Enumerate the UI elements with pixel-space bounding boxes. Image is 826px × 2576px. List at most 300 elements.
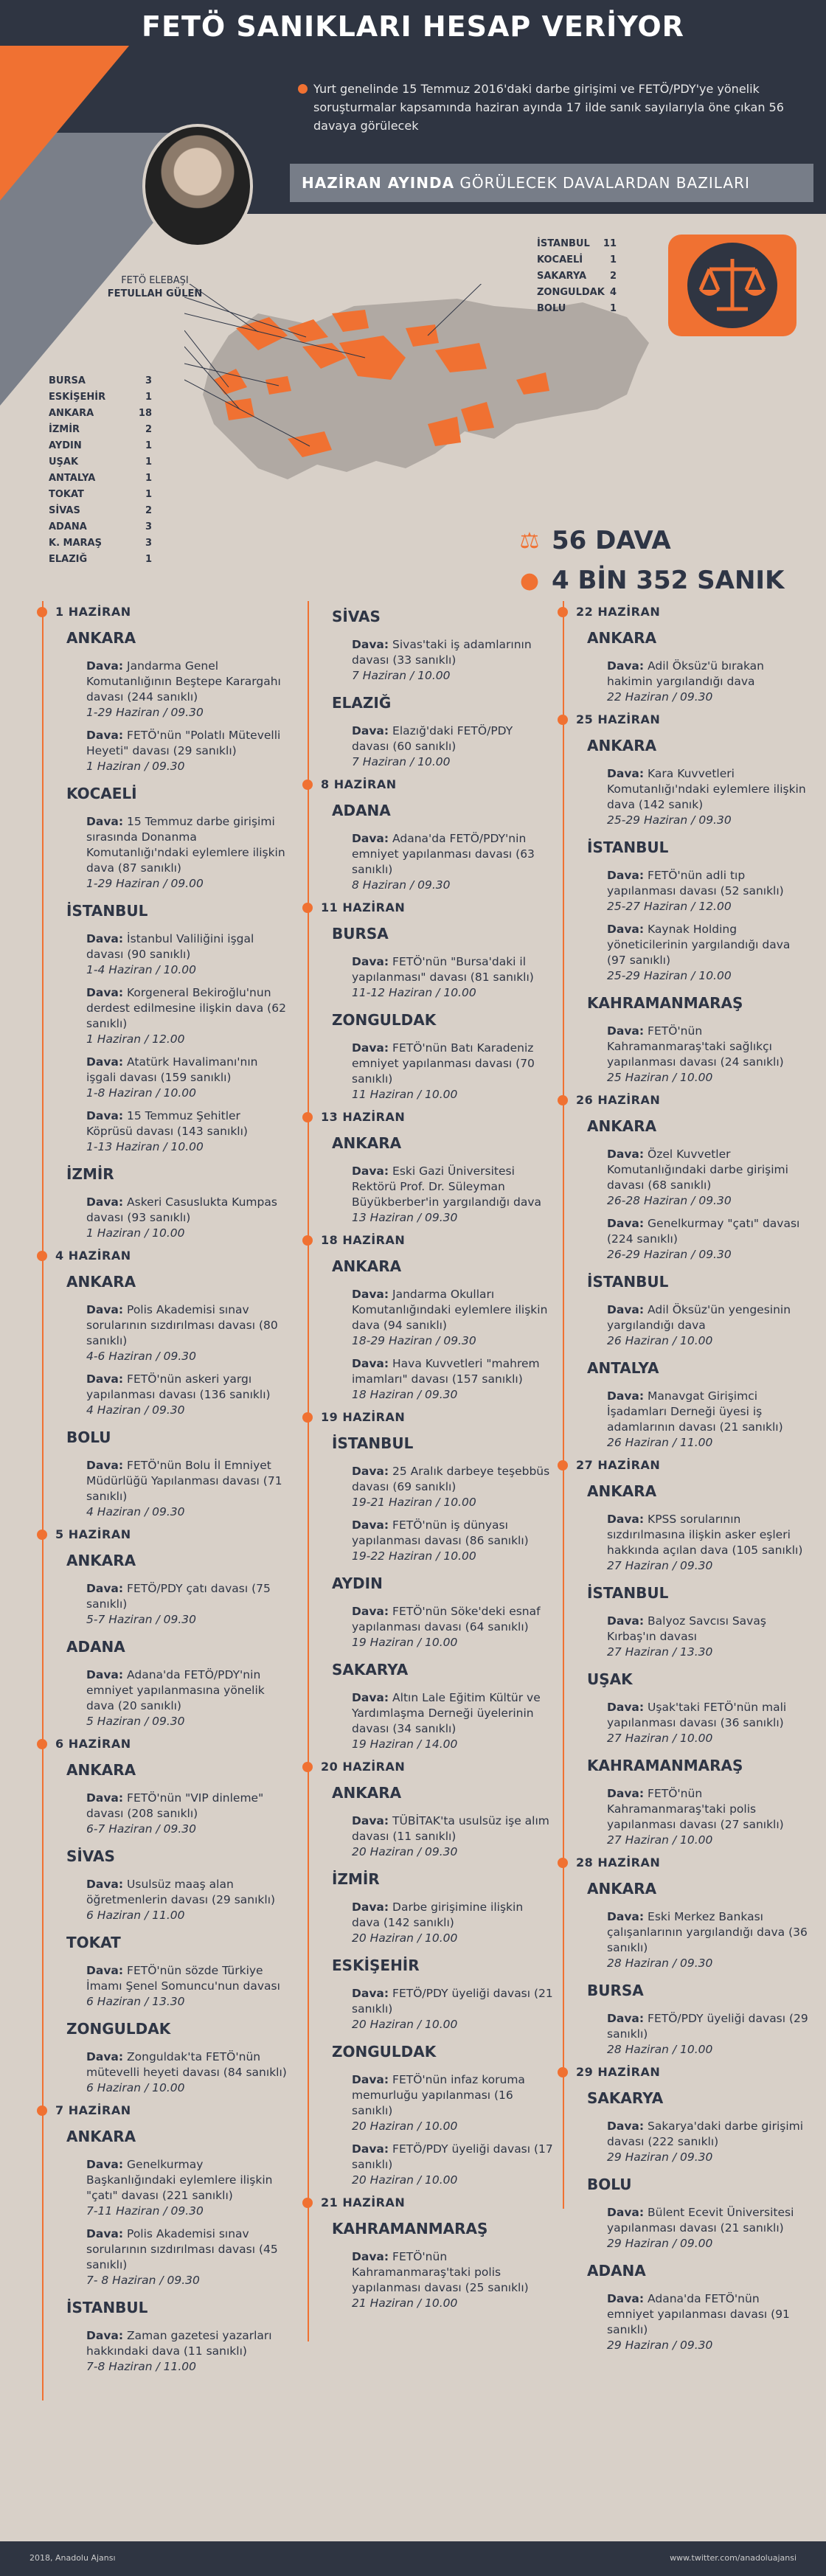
timeline-dot-icon <box>558 1858 568 1868</box>
case-label: Dava: <box>607 2206 645 2219</box>
case-label: Dava: <box>607 1910 645 1923</box>
day-date: 19 HAZİRAN <box>321 1410 406 1424</box>
day-date: 21 HAZİRAN <box>321 2195 406 2209</box>
case-label: Dava: <box>352 1465 389 1478</box>
city-count-row <box>537 252 617 268</box>
case-label: Dava: <box>86 815 124 828</box>
timeline-dot-icon <box>302 1762 313 1772</box>
case-label: Dava: <box>86 932 124 945</box>
day-block <box>37 1737 288 2096</box>
case-item <box>55 1302 288 1364</box>
city-count: 3 <box>145 521 152 532</box>
day-block <box>558 1093 808 1451</box>
case-item <box>576 2011 808 2058</box>
case-label: Dava: <box>86 659 124 673</box>
case-when: 20 Haziran / 10.00 <box>352 1931 458 1945</box>
case-item <box>55 1372 288 1418</box>
case-text: Uşak'taki FETÖ'nün mali yapılanması davası (36 sanıklı) <box>607 1701 787 1729</box>
day-date: 4 HAZİRAN <box>55 1249 131 1263</box>
city-count-row <box>49 454 152 471</box>
day-date: 11 HAZİRAN <box>321 900 406 914</box>
city-heading: ANKARA <box>66 1552 136 1569</box>
case-when: 26-28 Haziran / 09.30 <box>607 1194 732 1207</box>
case-label: Dava: <box>86 1303 124 1316</box>
case-label: Dava: <box>607 1787 645 1800</box>
case-when: 26 Haziran / 10.00 <box>607 1334 713 1347</box>
case-text: Zonguldak'ta FETÖ'nün mütevelli heyeti davası (84 sanıklı) <box>86 2050 287 2079</box>
city-heading: ZONGULDAK <box>66 2020 171 2038</box>
case-when: 27 Haziran / 10.00 <box>607 1732 713 1745</box>
city-counts-left <box>49 373 152 568</box>
city-count: 18 <box>138 408 152 419</box>
day-date: 18 HAZİRAN <box>321 1233 406 1247</box>
subtitle-rest: GÖRÜLECEK DAVALARDAN BAZILARI <box>459 174 750 192</box>
case-label: Dava: <box>352 638 389 651</box>
city-heading: UŞAK <box>587 1670 633 1688</box>
column-3 <box>558 597 808 2361</box>
day-date: 13 HAZİRAN <box>321 1110 406 1124</box>
case-text: Eski Merkez Bankası çalışanlarının yargılandığı dava (36 sanıklı) <box>607 1910 808 1954</box>
day-block <box>558 1458 808 1848</box>
case-when: 26 Haziran / 11.00 <box>607 1436 713 1449</box>
day-block <box>302 608 553 770</box>
day-block <box>558 712 808 1086</box>
city-count-row <box>49 422 152 438</box>
case-when: 19 Haziran / 14.00 <box>352 1737 458 1751</box>
case-text: FETÖ'nün askeri yargı yapılanması davası (136 sanıklı) <box>86 1372 271 1401</box>
case-label: Dava: <box>352 724 389 737</box>
case-label: Dava: <box>607 2292 645 2305</box>
case-label: Dava: <box>86 1195 124 1209</box>
city-count: 1 <box>145 440 152 451</box>
day-block <box>37 1249 288 1520</box>
caption-line1: FETÖ ELEBAŞI <box>121 275 189 286</box>
day-block <box>302 1760 553 2188</box>
day-block <box>302 1110 553 1226</box>
timeline-dot-icon <box>558 2067 568 2077</box>
case-text: FETÖ'nün Kahramanmaraş'taki sağlıkçı yapılanması davası (24 sanıklı) <box>607 1024 784 1069</box>
city-count: 3 <box>145 375 152 386</box>
case-item <box>321 723 553 770</box>
case-when: 25-29 Haziran / 10.00 <box>607 969 732 982</box>
city-heading: SİVAS <box>66 1847 115 1865</box>
case-text: Darbe girişimine ilişkin dava (142 sanıklı) <box>352 1900 524 1929</box>
city-count: 1 <box>145 554 152 565</box>
city-heading: ADANA <box>587 2262 646 2280</box>
case-text: FETÖ'nün Kahramanmaraş'taki polis yapılanması davası (27 sanıklı) <box>607 1787 784 1831</box>
portrait-image <box>142 124 253 248</box>
case-text: FETÖ/PDY çatı davası (75 sanıklı) <box>86 1582 271 1611</box>
case-text: FETÖ'nün Söke'deki esnaf yapılanması davası (64 sanıklı) <box>352 1605 541 1634</box>
day-date: 20 HAZİRAN <box>321 1760 406 1774</box>
case-item <box>55 2328 288 2375</box>
city-name: SİVAS <box>49 505 80 516</box>
case-item <box>576 1389 808 1451</box>
case-item <box>576 2291 808 2353</box>
case-when: 7- 8 Haziran / 09.30 <box>86 2274 200 2287</box>
day-block <box>558 605 808 705</box>
timeline-dot-icon <box>37 1739 47 1749</box>
day-date: 25 HAZİRAN <box>576 712 661 726</box>
case-label: Dava: <box>86 1055 124 1069</box>
city-name: UŞAK <box>49 456 79 468</box>
case-when: 19 Haziran / 10.00 <box>352 1636 458 1649</box>
case-text: FETÖ'nün "Bursa'daki il yapılanması" davası (81 sanıklı) <box>352 955 534 984</box>
case-when: 7-8 Haziran / 11.00 <box>86 2360 196 2373</box>
day-date: 28 HAZİRAN <box>576 1855 661 1869</box>
case-text: İstanbul Valiliğini işgal davası (90 sanıklı) <box>86 932 254 961</box>
case-label: Dava: <box>607 923 645 936</box>
city-heading: SAKARYA <box>587 2089 664 2107</box>
city-heading: ANKARA <box>66 1273 136 1291</box>
city-heading: SİVAS <box>332 608 381 625</box>
city-name: İSTANBUL <box>537 238 590 249</box>
case-item <box>576 1216 808 1263</box>
case-label: Dava: <box>607 1303 645 1316</box>
city-count: 4 <box>609 287 617 298</box>
city-heading: BOLU <box>587 2176 632 2193</box>
city-name: TOKAT <box>49 489 84 500</box>
case-when: 5-7 Haziran / 09.30 <box>86 1613 196 1626</box>
case-label: Dava: <box>86 986 124 999</box>
case-label: Dava: <box>352 1900 389 1914</box>
case-item <box>576 766 808 828</box>
city-name: ELAZIĞ <box>49 554 88 565</box>
case-when: 18 Haziran / 09.30 <box>352 1388 458 1401</box>
case-when: 11 Haziran / 10.00 <box>352 1088 458 1101</box>
city-name: ADANA <box>49 521 87 532</box>
city-count-row <box>537 236 617 252</box>
case-label: Dava: <box>607 1701 645 1714</box>
column-1 <box>37 597 288 2382</box>
case-when: 22 Haziran / 09.30 <box>607 690 713 704</box>
day-date: 27 HAZİRAN <box>576 1458 661 1472</box>
case-label: Dava: <box>352 2142 389 2156</box>
case-text: Genelkurmay "çatı" davası (224 sanıklı) <box>607 1217 800 1246</box>
case-label: Dava: <box>86 1459 124 1472</box>
city-count: 2 <box>145 505 152 516</box>
case-label: Dava: <box>352 1814 389 1827</box>
case-item <box>576 922 808 984</box>
caption-line2: FETULLAH GÜLEN <box>107 288 203 299</box>
case-when: 28 Haziran / 09.30 <box>607 1957 713 1970</box>
case-item <box>55 728 288 774</box>
case-item <box>321 1690 553 1752</box>
city-heading: ANKARA <box>332 1784 402 1802</box>
case-when: 7-11 Haziran / 09.30 <box>86 2204 204 2218</box>
timeline-dot-icon <box>558 607 568 617</box>
city-heading: İSTANBUL <box>332 1434 414 1452</box>
case-when: 1-8 Haziran / 10.00 <box>86 1086 196 1100</box>
case-item <box>55 1877 288 1923</box>
timeline-dot-icon <box>558 1460 568 1471</box>
case-item <box>55 1195 288 1241</box>
case-item <box>55 1055 288 1101</box>
city-name: ANTALYA <box>49 473 96 484</box>
case-item <box>55 1963 288 2010</box>
case-item <box>55 985 288 1047</box>
case-item <box>321 1813 553 1860</box>
timeline-dot-icon <box>302 903 313 913</box>
case-when: 11-12 Haziran / 10.00 <box>352 986 476 999</box>
day-date: 7 HAZİRAN <box>55 2103 131 2117</box>
case-item <box>55 2226 288 2288</box>
footer-credit: 2018, Anadolu Ajansı <box>30 2553 116 2563</box>
city-count-row <box>537 301 617 317</box>
footer <box>0 2541 826 2576</box>
city-heading: ELAZIĞ <box>332 694 392 712</box>
case-text: FETÖ'nün Kahramanmaraş'taki polis yapılanması davası (25 sanıklı) <box>352 2250 529 2294</box>
city-heading: ANKARA <box>332 1257 402 1275</box>
city-heading: ADANA <box>332 802 391 819</box>
case-text: FETÖ/PDY üyeliği davası (21 sanıklı) <box>352 1987 553 2016</box>
day-date: 22 HAZİRAN <box>576 605 661 619</box>
case-when: 20 Haziran / 10.00 <box>352 2018 458 2031</box>
day-date: 1 HAZİRAN <box>55 605 131 619</box>
case-text: Adil Öksüz'ü bırakan hakimin yargılandığı dava <box>607 659 765 688</box>
case-when: 29 Haziran / 09.30 <box>607 2339 713 2352</box>
case-text: FETÖ'nün "Polatlı Mütevelli Heyeti" davası (29 sanıklı) <box>86 729 281 757</box>
city-heading: İZMİR <box>332 1870 380 1888</box>
timeline-dot-icon <box>302 780 313 790</box>
case-text: FETÖ'nün adli tıp yapılanması davası (52 sanıklı) <box>607 869 784 898</box>
case-when: 26-29 Haziran / 09.30 <box>607 1248 732 1261</box>
case-text: 15 Temmuz darbe girişimi sırasında Donanma Komutanlığı'ndaki eylemlere ilişkin dava (87 sanıklı) <box>86 815 285 875</box>
case-text: TÜBİTAK'ta usulsüz işe alım davası (11 sanıklı) <box>352 1814 549 1843</box>
city-heading: İSTANBUL <box>587 1584 669 1602</box>
case-text: Sakarya'daki darbe girişimi davası (222 sanıklı) <box>607 2120 804 2148</box>
case-item <box>55 814 288 892</box>
case-label: Dava: <box>86 1791 124 1805</box>
case-item <box>321 1356 553 1403</box>
case-when: 29 Haziran / 09.00 <box>607 2237 713 2250</box>
case-label: Dava: <box>86 1878 124 1891</box>
case-text: Polis Akademisi sınav sorularının sızdırılması davası (45 sanıklı) <box>86 2227 278 2271</box>
city-heading: SAKARYA <box>332 1661 409 1678</box>
city-heading: ZONGULDAK <box>332 2043 437 2061</box>
city-count: 1 <box>145 456 152 468</box>
case-text: KPSS sorularının sızdırılmasına ilişkin asker eşleri hakkında açılan dava (105 sanıklı) <box>607 1513 803 1557</box>
page-title: FETÖ SANIKLARI HESAP VERİYOR <box>142 10 684 43</box>
case-when: 18-29 Haziran / 09.30 <box>352 1334 476 1347</box>
city-count-row <box>49 471 152 487</box>
stat-cases: ⚖ 56 DAVA <box>515 521 784 560</box>
case-text: Eski Gazi Üniversitesi Rektörü Prof. Dr. Süleyman Büyükberber'in yargılandığı dava <box>352 1164 542 1209</box>
case-item <box>55 931 288 978</box>
case-text: 25 Aralık darbeye teşebbüs davası (69 sanıklı) <box>352 1465 550 1493</box>
city-heading: ANKARA <box>66 2128 136 2145</box>
column-2 <box>302 597 553 2319</box>
case-label: Dava: <box>607 869 645 882</box>
case-when: 6 Haziran / 10.00 <box>86 2081 185 2094</box>
day-block <box>302 2195 553 2311</box>
case-item <box>321 1287 553 1349</box>
subtitle-bold: HAZİRAN AYINDA <box>302 174 455 192</box>
day-date: 29 HAZİRAN <box>576 2065 661 2079</box>
subtitle-band <box>290 164 813 202</box>
city-name: BOLU <box>537 303 566 314</box>
case-when: 1-29 Haziran / 09.30 <box>86 706 204 719</box>
case-item <box>321 1164 553 1226</box>
city-heading: ANKARA <box>587 629 657 647</box>
case-item <box>576 868 808 914</box>
city-name: İZMİR <box>49 424 80 435</box>
case-when: 5 Haziran / 09.30 <box>86 1715 185 1728</box>
case-when: 1 Haziran / 12.00 <box>86 1032 185 1046</box>
case-when: 6-7 Haziran / 09.30 <box>86 1822 196 1836</box>
case-text: FETÖ/PDY üyeliği davası (17 sanıklı) <box>352 2142 553 2171</box>
day-block <box>302 1233 553 1403</box>
case-item <box>576 1147 808 1209</box>
case-item <box>576 1700 808 1746</box>
case-text: FETÖ'nün Batı Karadeniz emniyet yapılanması davası (70 sanıklı) <box>352 1041 535 1086</box>
case-text: Bülent Ecevit Üniversitesi yapılanması davası (21 sanıklı) <box>607 2206 794 2235</box>
city-heading: BURSA <box>332 925 389 942</box>
city-heading: İZMİR <box>66 1165 114 1183</box>
city-count-row <box>49 389 152 406</box>
day-block <box>302 1410 553 1752</box>
case-label: Dava: <box>607 659 645 673</box>
case-when: 19-21 Haziran / 10.00 <box>352 1496 476 1509</box>
day-date: 26 HAZİRAN <box>576 1093 661 1107</box>
case-text: Adana'da FETÖ/PDY'nin emniyet yapılanması davası (63 sanıklı) <box>352 832 535 876</box>
city-count-row <box>49 487 152 503</box>
case-text: Adana'da FETÖ/PDY'nin emniyet yapılanmasına yönelik dava (20 sanıklı) <box>86 1668 265 1712</box>
case-when: 28 Haziran / 10.00 <box>607 2043 713 2056</box>
timeline-dot-icon <box>37 2105 47 2116</box>
case-item <box>55 1581 288 1628</box>
stats-block <box>515 521 784 600</box>
case-item <box>576 659 808 705</box>
case-item <box>321 954 553 1001</box>
day-date: 6 HAZİRAN <box>55 1737 131 1751</box>
city-heading: İSTANBUL <box>66 2299 148 2316</box>
case-label: Dava: <box>86 2329 124 2342</box>
city-count-row <box>49 438 152 454</box>
city-heading: KAHRAMANMARAŞ <box>587 994 743 1012</box>
case-when: 4 Haziran / 09.30 <box>86 1403 185 1417</box>
case-item <box>576 1512 808 1574</box>
timeline-dot-icon <box>37 1251 47 1261</box>
city-heading: AYDIN <box>332 1575 383 1592</box>
case-when: 6 Haziran / 13.30 <box>86 1995 185 2008</box>
person-icon: ● <box>519 567 540 594</box>
city-heading: ANKARA <box>587 737 657 754</box>
case-label: Dava: <box>607 1614 645 1628</box>
case-item <box>55 1791 288 1837</box>
case-text: FETÖ'nün sözde Türkiye İmamı Şenel Somuncu'nun davası <box>86 1964 280 1993</box>
case-item <box>55 659 288 721</box>
case-when: 29 Haziran / 09.30 <box>607 2150 713 2164</box>
case-label: Dava: <box>86 2227 124 2240</box>
day-date: 5 HAZİRAN <box>55 1527 131 1541</box>
case-when: 1-29 Haziran / 09.00 <box>86 877 204 890</box>
case-label: Dava: <box>607 1148 645 1161</box>
city-heading: ESKİŞEHİR <box>332 1957 420 1974</box>
city-heading: İSTANBUL <box>587 839 669 856</box>
city-heading: İSTANBUL <box>66 902 148 920</box>
case-label: Dava: <box>352 1518 389 1532</box>
case-when: 1-4 Haziran / 10.00 <box>86 963 196 976</box>
case-text: Kaynak Holding yöneticilerinin yargılandığı dava (97 sanıklı) <box>607 923 791 967</box>
case-when: 27 Haziran / 13.30 <box>607 1645 713 1659</box>
city-heading: TOKAT <box>66 1934 121 1951</box>
day-block <box>558 2065 808 2353</box>
case-item <box>321 2072 553 2134</box>
case-text: Elazığ'daki FETÖ/PDY davası (60 sanıklı) <box>352 724 513 753</box>
city-heading: ZONGULDAK <box>332 1011 437 1029</box>
case-when: 4-6 Haziran / 09.30 <box>86 1350 196 1363</box>
case-text: Kara Kuvvetleri Komutanlığı'ndaki eylemlere ilişkin dava (142 sanık) <box>607 767 806 811</box>
case-label: Dava: <box>86 1582 124 1595</box>
day-block <box>37 605 288 1241</box>
city-heading: KOCAELİ <box>66 785 137 802</box>
case-label: Dava: <box>352 1987 389 2000</box>
case-label: Dava: <box>607 1217 645 1230</box>
city-name: KOCAELİ <box>537 254 583 265</box>
case-text: Genelkurmay Başkanlığındaki eylemlere ilişkin "çatı" davası (221 sanıklı) <box>86 2158 273 2202</box>
case-item <box>321 1986 553 2032</box>
header-orange-triangle <box>0 46 129 201</box>
case-text: FETÖ'nün infaz koruma memurluğu yapılanması (16 sanıklı) <box>352 2073 525 2117</box>
city-heading: KAHRAMANMARAŞ <box>587 1757 743 1774</box>
case-text: Özel Kuvvetler Komutanlığındaki darbe girişimi davası (68 sanıklı) <box>607 1148 788 1192</box>
case-label: Dava: <box>607 2120 645 2133</box>
case-label: Dava: <box>86 2050 124 2063</box>
day-block <box>37 1527 288 1729</box>
case-when: 21 Haziran / 10.00 <box>352 2296 458 2310</box>
case-item <box>576 1909 808 1971</box>
case-label: Dava: <box>86 1372 124 1386</box>
city-count: 11 <box>603 238 617 249</box>
case-item <box>321 1464 553 1510</box>
case-label: Dava: <box>352 1041 389 1055</box>
case-text: FETÖ'nün iş dünyası yapılanması davası (86 sanıklı) <box>352 1518 529 1547</box>
case-text: Polis Akademisi sınav sorularının sızdırılması davası (80 sanıklı) <box>86 1303 278 1347</box>
case-when: 19-22 Haziran / 10.00 <box>352 1549 476 1563</box>
city-counts-right <box>537 236 617 317</box>
timeline-dot-icon <box>558 715 568 725</box>
case-when: 1 Haziran / 09.30 <box>86 760 185 773</box>
city-count: 2 <box>609 271 617 282</box>
case-text: Altın Lale Eğitim Kültür ve Yardımlaşma Derneği üyelerinin davası (34 sanıklı) <box>352 1691 541 1735</box>
scales-icon <box>687 243 777 328</box>
day-date: 8 HAZİRAN <box>321 777 397 791</box>
case-item <box>55 1458 288 1520</box>
timeline-dot-icon <box>302 1235 313 1246</box>
timeline-dot-icon <box>37 1530 47 1540</box>
case-item <box>55 1667 288 1729</box>
city-count-row <box>49 552 152 568</box>
case-when: 20 Haziran / 10.00 <box>352 2173 458 2187</box>
case-when: 25-29 Haziran / 09.30 <box>607 813 732 827</box>
case-text: Adil Öksüz'ün yengesinin yargılandığı dava <box>607 1303 791 1332</box>
case-when: 1-13 Haziran / 10.00 <box>86 1140 204 1153</box>
case-item <box>321 1900 553 1946</box>
city-heading: ANKARA <box>332 1134 402 1152</box>
case-text: Askeri Casuslukta Kumpas davası (93 sanıklı) <box>86 1195 277 1224</box>
case-when: 20 Haziran / 09.30 <box>352 1845 458 1858</box>
case-text: Manavgat Girişimci İşadamları Derneği üyesi iş adamlarının davası (21 sanıklı) <box>607 1389 783 1434</box>
case-label: Dava: <box>86 1668 124 1681</box>
case-when: 6 Haziran / 11.00 <box>86 1909 185 1922</box>
timeline-dot-icon <box>37 607 47 617</box>
case-text: Adana'da FETÖ'nün emniyet yapılanması davası (91 sanıklı) <box>607 2292 790 2336</box>
city-count: 1 <box>609 303 617 314</box>
case-label: Dava: <box>352 2250 389 2263</box>
case-label: Dava: <box>607 1389 645 1403</box>
case-text: FETÖ'nün Bolu İl Emniyet Müdürlüğü Yapılanması davası (71 sanıklı) <box>86 1459 282 1503</box>
